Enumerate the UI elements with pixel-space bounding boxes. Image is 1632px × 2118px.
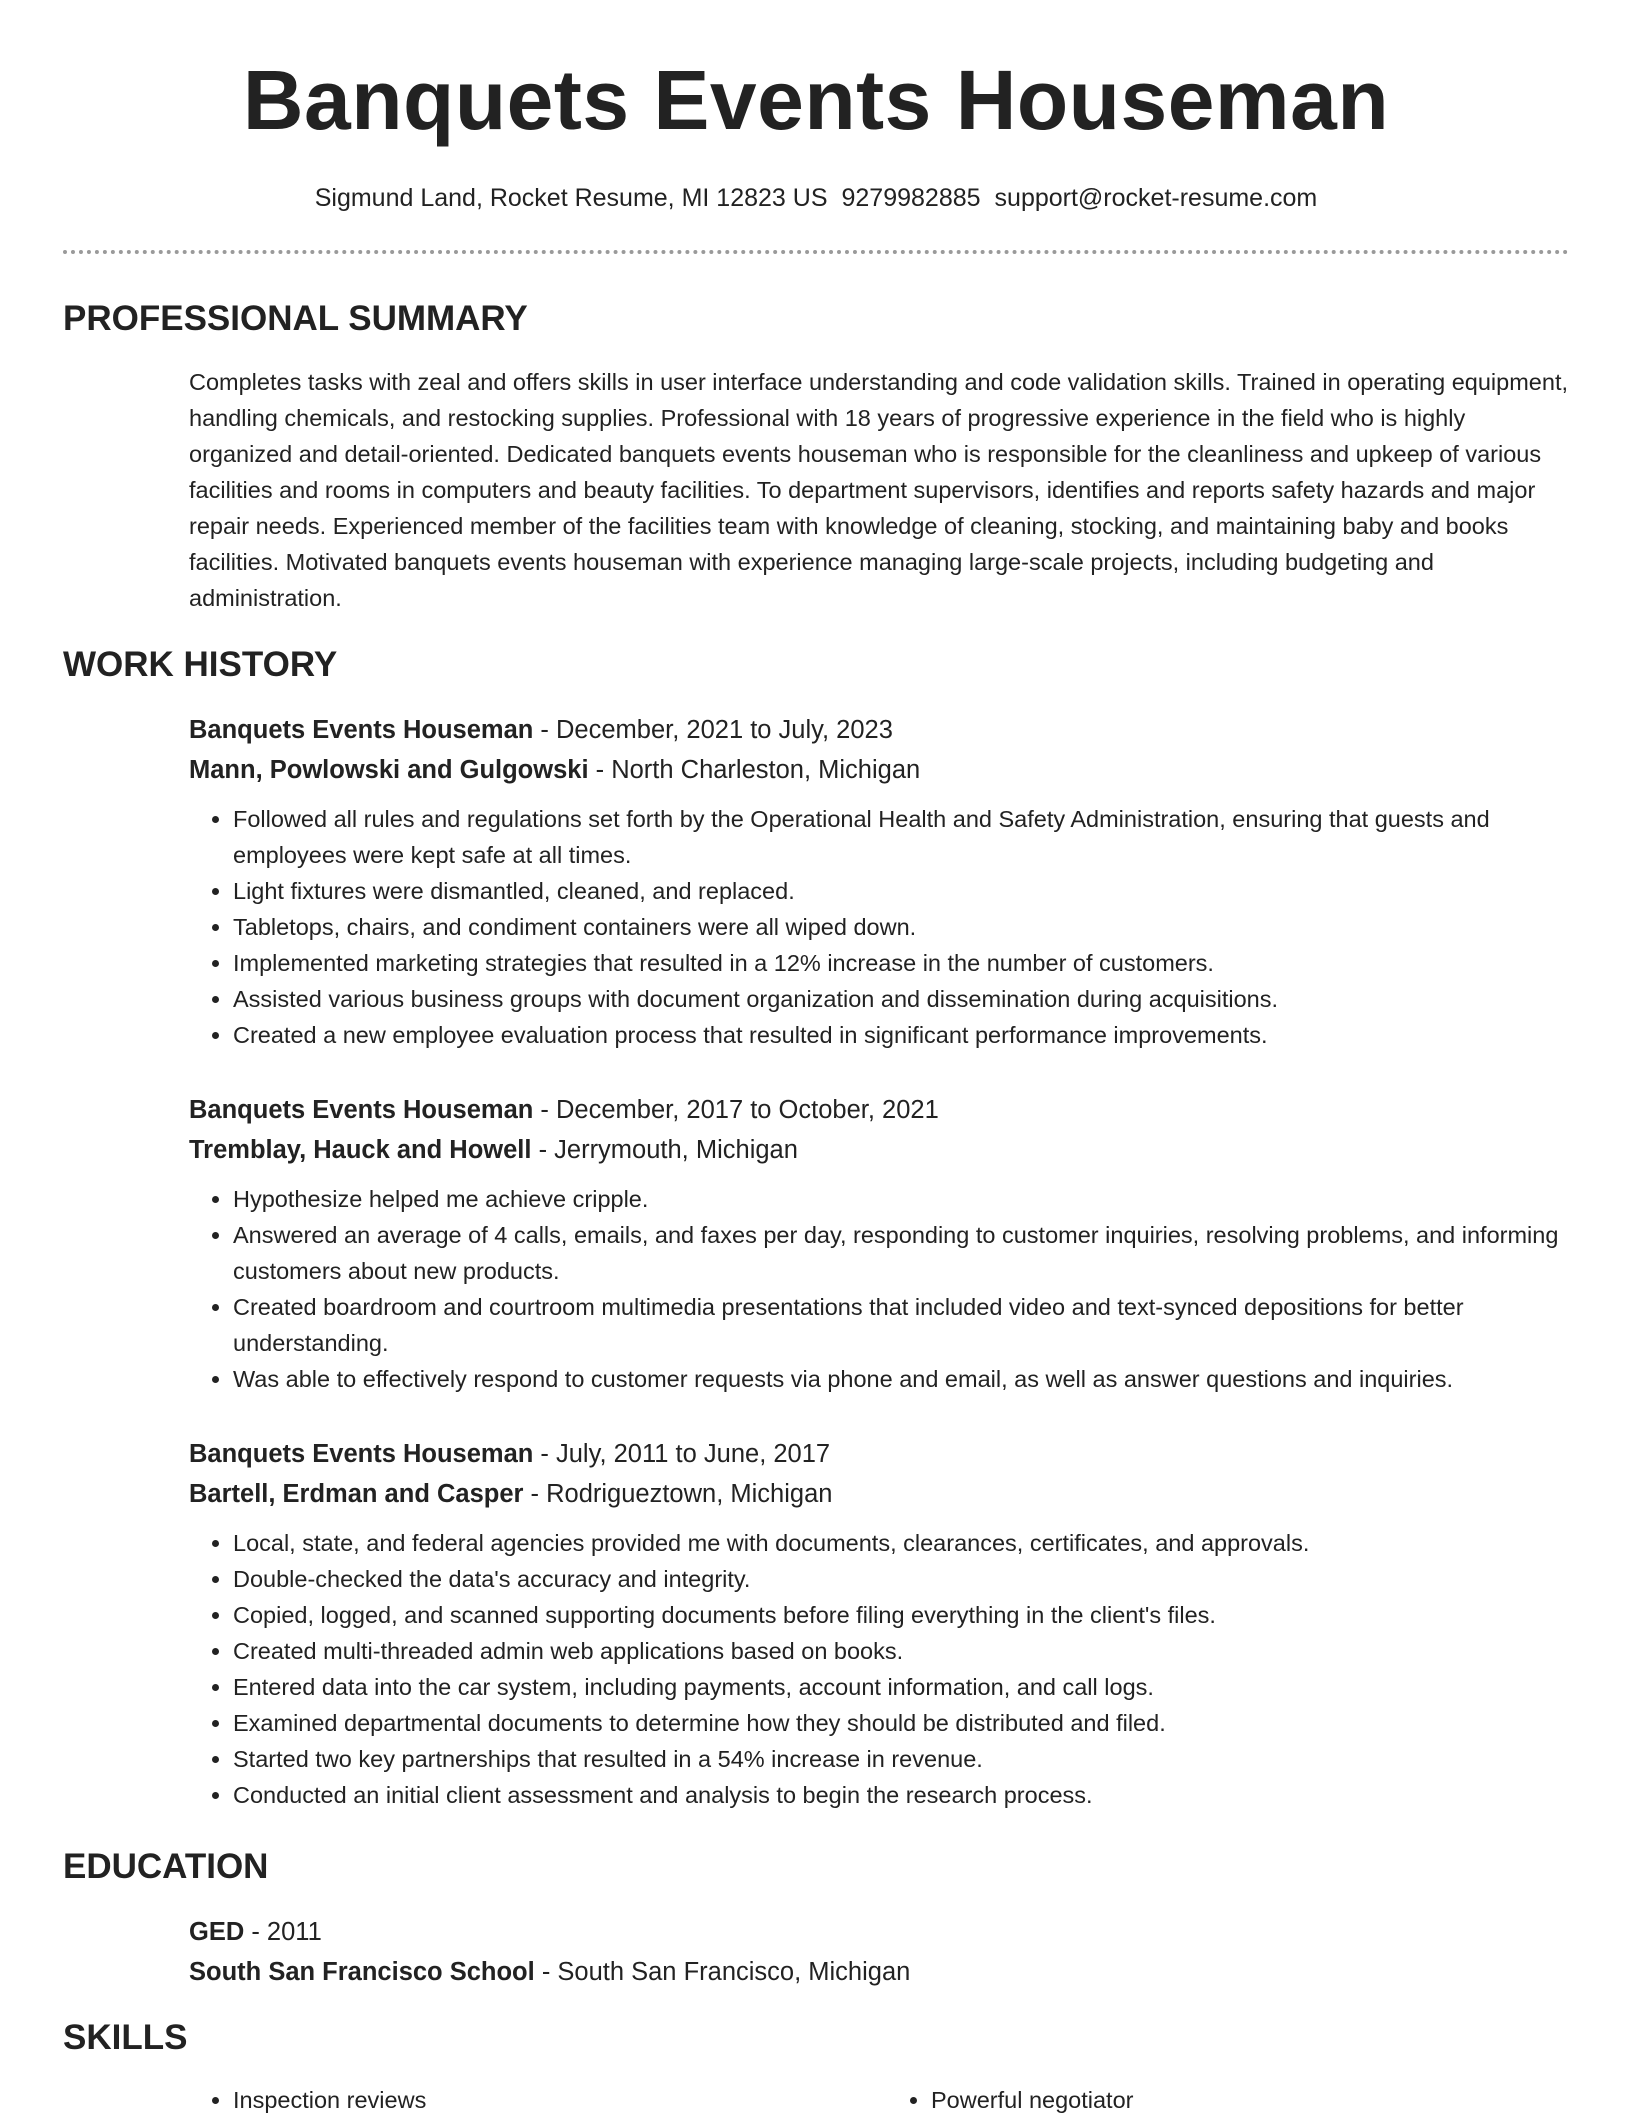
job-title-line bbox=[189, 1091, 1569, 1131]
job-location: - North Charleston, Michigan bbox=[588, 755, 921, 784]
education-degree: GED bbox=[189, 1918, 245, 1946]
job-bullets bbox=[189, 801, 1569, 1053]
skill-item: • Inspection reviews bbox=[233, 2082, 871, 2118]
job-bullet: • Double-checked the data's accuracy and integrity. bbox=[233, 1561, 1569, 1597]
job-bullets bbox=[189, 1525, 1569, 1813]
job-bullet: • Implemented marketing strategies that resulted in a 12% increase in the number of customers. bbox=[233, 945, 1569, 981]
job-title: Banquets Events Houseman bbox=[189, 1440, 534, 1468]
job-bullet: • Answered an average of 4 calls, emails, and faxes per day, responding to customer inquiries, resolving problems, and informing customers about new products. bbox=[233, 1217, 1569, 1289]
contact-address: Sigmund Land, Rocket Resume, MI 12823 US bbox=[314, 184, 828, 212]
skills-block bbox=[189, 2082, 1569, 2118]
job-title-line bbox=[189, 711, 1569, 751]
job-bullets bbox=[189, 1181, 1569, 1397]
job-bullet: • Examined departmental documents to determine how they should be distributed and filed. bbox=[233, 1705, 1569, 1741]
education-degree-line bbox=[189, 1913, 1569, 1953]
job-entry bbox=[189, 1091, 1569, 1397]
skills-list bbox=[189, 2082, 1569, 2118]
job-company-line bbox=[189, 1475, 1569, 1515]
job-title-line bbox=[189, 1435, 1569, 1475]
contact-email: support@rocket-resume.com bbox=[994, 184, 1318, 212]
education-entry bbox=[189, 1913, 1569, 1992]
section-title-work-history: WORK HISTORY bbox=[63, 645, 338, 684]
job-bullet: • Copied, logged, and scanned supporting documents before filing everything in the client's files. bbox=[233, 1597, 1569, 1633]
candidate-name: Banquets Events Houseman bbox=[242, 53, 1390, 147]
job-dates: - December, 2017 to October, 2021 bbox=[533, 1096, 939, 1124]
job-bullet: • Conducted an initial client assessment and analysis to begin the research process. bbox=[233, 1777, 1569, 1813]
job-bullet: • Created boardroom and courtroom multimedia presentations that included video and text-synced depositions for better understanding. bbox=[233, 1289, 1569, 1361]
contact-line bbox=[0, 182, 1632, 215]
job-bullet: • Light fixtures were dismantled, cleaned, and replaced. bbox=[233, 873, 1569, 909]
job-location: - Rodrigueztown, Michigan bbox=[523, 1479, 833, 1508]
job-company-line bbox=[189, 751, 1569, 791]
job-company-line bbox=[189, 1131, 1569, 1171]
contact-phone: 9279982885 bbox=[841, 184, 981, 212]
summary-text: Completes tasks with zeal and offers skills in user interface understanding and code validation skills. Trained in operating equipment, handling chemicals, and restocking supplies. Professional with 18 years of progressive experience in the field who is highly organized and detail-oriented. Dedicated banquets events houseman who is responsible for the cleanliness and upkeep of various facilities and rooms in computers and beauty facilities. To department supervisors, identifies and reports safety hazards and major repair needs. Experienced member of the facilities team with knowledge of cleaning, stocking, and maintaining baby and books facilities. Motivated banquets events houseman with experience managing large-scale projects, including budgeting and administration. bbox=[189, 369, 1568, 611]
education-location: - South San Francisco, Michigan bbox=[534, 1957, 911, 1986]
job-bullet: • Tabletops, chairs, and condiment containers were all wiped down. bbox=[233, 909, 1569, 945]
section-title-summary: PROFESSIONAL SUMMARY bbox=[63, 299, 528, 338]
job-bullet: • Created multi-threaded admin web applications based on books. bbox=[233, 1633, 1569, 1669]
job-bullet: • Entered data into the car system, including payments, account information, and call logs. bbox=[233, 1669, 1569, 1705]
skill-item: • Powerful negotiator bbox=[931, 2082, 1569, 2118]
job-title: Banquets Events Houseman bbox=[189, 716, 534, 744]
job-company: Bartell, Erdman and Casper bbox=[189, 1479, 524, 1508]
section-title-education: EDUCATION bbox=[63, 1847, 269, 1886]
job-bullet: • Was able to effectively respond to customer requests via phone and email, as well as answer questions and inquiries. bbox=[233, 1361, 1569, 1397]
job-bullet: • Followed all rules and regulations set forth by the Operational Health and Safety Administration, ensuring that guests and employees were kept safe at all times. bbox=[233, 801, 1569, 873]
job-entry bbox=[189, 1435, 1569, 1813]
job-dates: - December, 2021 to July, 2023 bbox=[533, 716, 893, 744]
job-entry bbox=[189, 711, 1569, 1053]
job-title: Banquets Events Houseman bbox=[189, 1096, 534, 1124]
header-divider bbox=[63, 250, 1569, 254]
job-company: Mann, Powlowski and Gulgowski bbox=[189, 755, 589, 784]
job-bullet: • Local, state, and federal agencies provided me with documents, clearances, certificates, and approvals. bbox=[233, 1525, 1569, 1561]
job-bullet: • Started two key partnerships that resulted in a 54% increase in revenue. bbox=[233, 1741, 1569, 1777]
job-company: Tremblay, Hauck and Howell bbox=[189, 1135, 532, 1164]
summary-block bbox=[189, 364, 1569, 616]
job-bullet: • Hypothesize helped me achieve cripple. bbox=[233, 1181, 1569, 1217]
education-school: South San Francisco School bbox=[189, 1957, 535, 1986]
education-year: - 2011 bbox=[244, 1918, 322, 1946]
education-school-line bbox=[189, 1953, 1569, 1993]
job-bullet: • Assisted various business groups with document organization and dissemination during acquisitions. bbox=[233, 981, 1569, 1017]
job-location: - Jerrymouth, Michigan bbox=[531, 1135, 798, 1164]
job-bullet: • Created a new employee evaluation process that resulted in significant performance improvements. bbox=[233, 1017, 1569, 1053]
section-title-skills: SKILLS bbox=[63, 2018, 188, 2057]
job-dates: - July, 2011 to June, 2017 bbox=[533, 1440, 831, 1468]
